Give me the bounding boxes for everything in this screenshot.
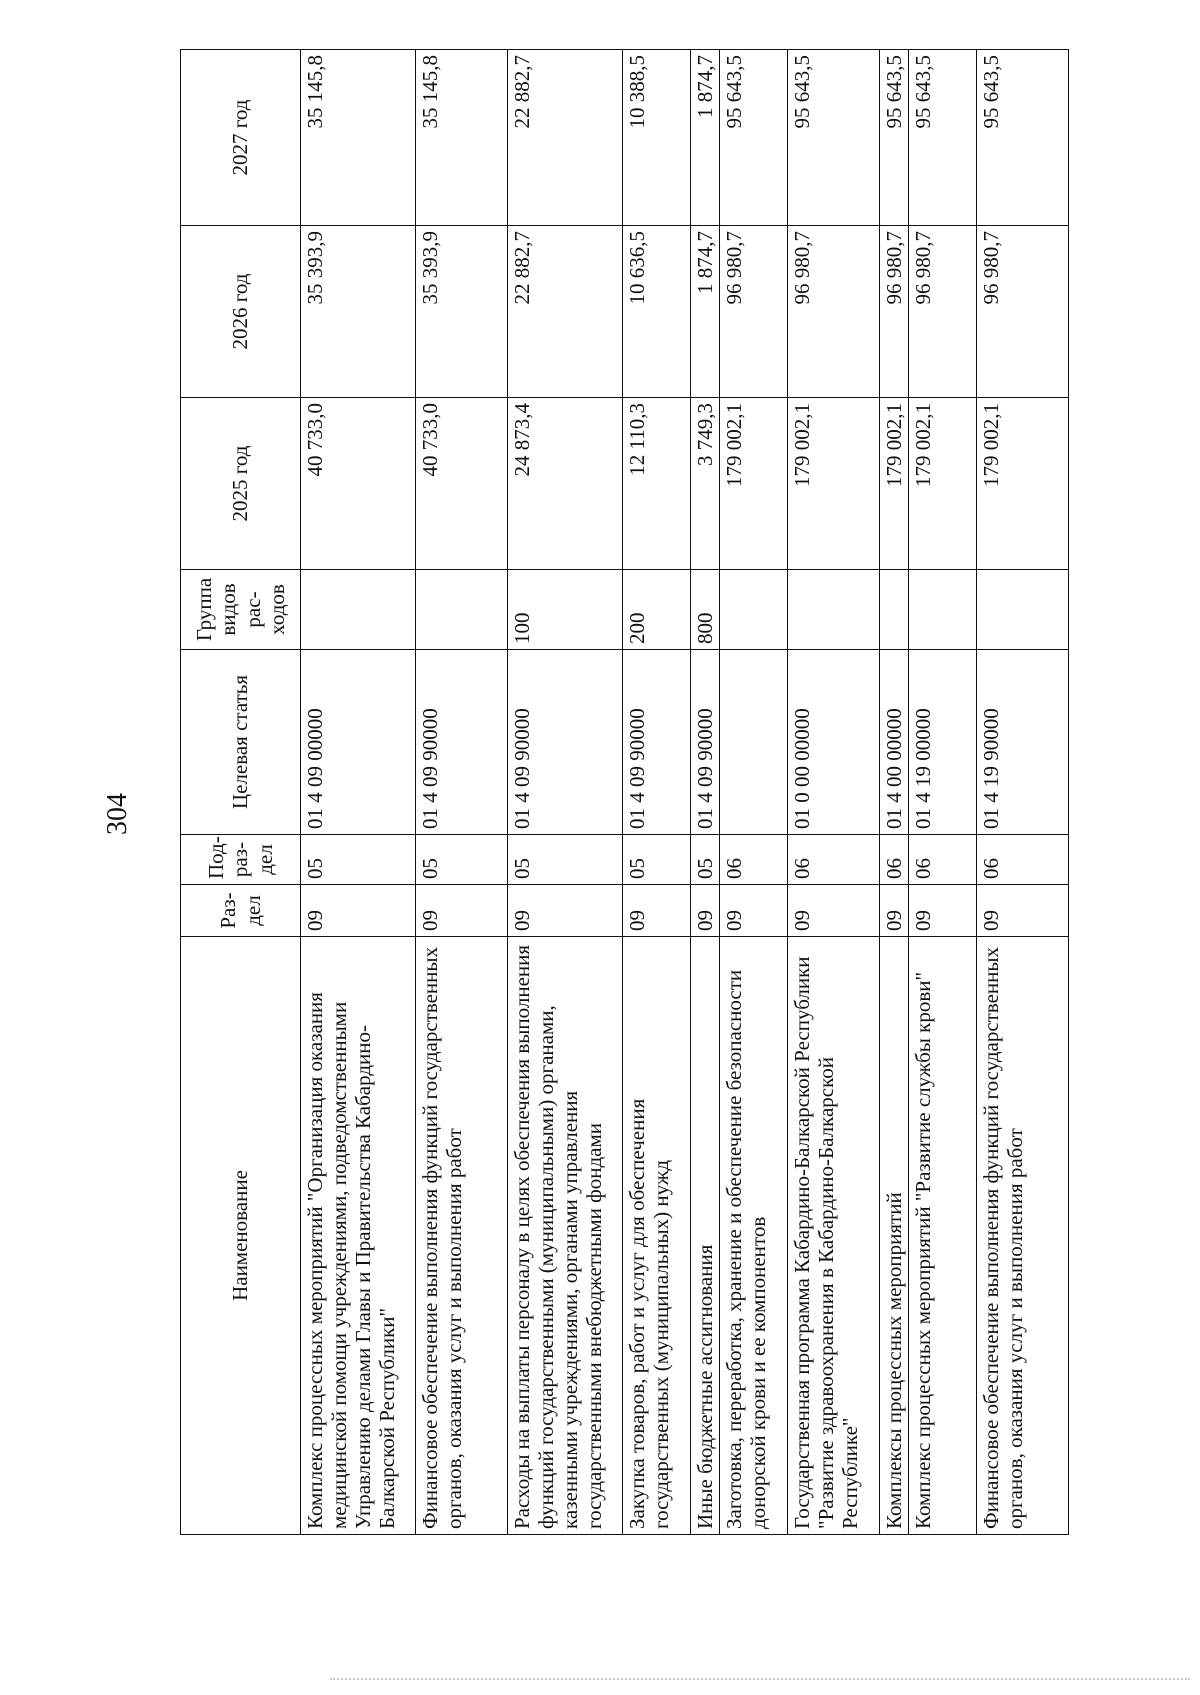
cell-y2026: 35 393,9 — [416, 226, 508, 398]
cell-name: Расходы на выплаты персоналу в целях обеспечения выполнения функций государственными (муниципальными) органами, казенными учреждениями, органами управления государственными внебюджетными фондами — [508, 937, 623, 1535]
cell-gruppa — [720, 570, 788, 650]
cell-name: Финансовое обеспечение выполнения функций государственных органов, оказания услуг и выполнения работ — [977, 937, 1069, 1535]
cell-razdel: 09 — [909, 885, 977, 937]
cell-y2027: 95 643,5 — [909, 50, 977, 226]
cell-name: Заготовка, переработка, хранение и обеспечение безопасности донорской крови и ее компонентов — [720, 937, 788, 1535]
cell-name: Государственная программа Кабардино-Балкарской Республики "Развитие здравоохранения в Кабардино-Балкарской Республике" — [788, 937, 880, 1535]
cell-gruppa — [301, 570, 416, 650]
table-row — [909, 50, 977, 1535]
cell-celevaya: 01 4 19 90000 — [977, 650, 1069, 835]
cell-razdel: 09 — [416, 885, 508, 937]
header-2025: 2025 год — [181, 398, 301, 570]
cell-y2025: 179 002,1 — [720, 398, 788, 570]
cell-razdel: 09 — [508, 885, 623, 937]
cell-y2025: 179 002,1 — [909, 398, 977, 570]
table-row — [301, 50, 416, 1535]
cell-y2025: 12 110,3 — [623, 398, 691, 570]
cell-y2027: 1 874,7 — [691, 50, 720, 226]
cell-gruppa — [880, 570, 909, 650]
budget-table-container — [180, 50, 1028, 1535]
cell-celevaya: 01 4 09 90000 — [691, 650, 720, 835]
cell-y2026: 22 882,7 — [508, 226, 623, 398]
header-celevaya-statya: Целевая статья — [181, 650, 301, 835]
cell-gruppa — [909, 570, 977, 650]
header-podrazdel: Под-раз-дел — [181, 835, 301, 885]
cell-name: Комплексы процессных мероприятий — [880, 937, 909, 1535]
table-row — [720, 50, 788, 1535]
cell-y2027: 95 643,5 — [788, 50, 880, 226]
cell-y2027: 95 643,5 — [977, 50, 1069, 226]
cell-gruppa: 800 — [691, 570, 720, 650]
cell-name: Комплекс процессных мероприятий "Организация оказания медицинской помощи учреждениями, подведомственными Управлению делами Главы и Правительства Кабардино-Балкарской Республики" — [301, 937, 416, 1535]
table-row — [416, 50, 508, 1535]
cell-celevaya: 01 0 00 00000 — [788, 650, 880, 835]
cell-y2026: 10 636,5 — [623, 226, 691, 398]
table-row — [623, 50, 691, 1535]
table-row — [508, 50, 623, 1535]
cell-razdel: 09 — [788, 885, 880, 937]
cell-y2025: 179 002,1 — [880, 398, 909, 570]
cell-celevaya: 01 4 09 90000 — [623, 650, 691, 835]
cell-y2026: 96 980,7 — [720, 226, 788, 398]
cell-y2026: 96 980,7 — [880, 226, 909, 398]
cell-gruppa — [977, 570, 1069, 650]
cell-podrazdel: 06 — [788, 835, 880, 885]
cell-celevaya: 01 4 19 00000 — [909, 650, 977, 835]
cell-y2027: 22 882,7 — [508, 50, 623, 226]
cell-name: Комплекс процессных мероприятий "Развитие службы крови" — [909, 937, 977, 1535]
header-2027: 2027 год — [181, 50, 301, 226]
table-row — [977, 50, 1069, 1535]
cell-y2026: 1 874,7 — [691, 226, 720, 398]
cell-y2027: 10 388,5 — [623, 50, 691, 226]
cell-podrazdel: 05 — [416, 835, 508, 885]
cell-y2027: 95 643,5 — [720, 50, 788, 226]
cell-celevaya: 01 4 09 90000 — [416, 650, 508, 835]
cell-razdel: 09 — [880, 885, 909, 937]
cell-celevaya: 01 4 09 90000 — [508, 650, 623, 835]
cell-podrazdel: 06 — [977, 835, 1069, 885]
cell-gruppa: 200 — [623, 570, 691, 650]
cell-y2025: 3 749,3 — [691, 398, 720, 570]
cell-podrazdel: 05 — [301, 835, 416, 885]
page-number: 304 — [102, 793, 133, 835]
cell-name: Закупка товаров, работ и услуг для обеспечения государственных (муниципальных) нужд — [623, 937, 691, 1535]
cell-celevaya: 01 4 00 00000 — [880, 650, 909, 835]
header-2026: 2026 год — [181, 226, 301, 398]
cell-podrazdel: 05 — [691, 835, 720, 885]
cell-y2025: 40 733,0 — [416, 398, 508, 570]
table-row — [880, 50, 909, 1535]
cell-celevaya — [720, 650, 788, 835]
table-header-row — [181, 50, 301, 1535]
scan-artifact-line — [330, 1678, 1190, 1683]
cell-y2025: 179 002,1 — [977, 398, 1069, 570]
cell-y2027: 95 643,5 — [880, 50, 909, 226]
table-row — [788, 50, 880, 1535]
header-name: Наименование — [181, 937, 301, 1535]
cell-podrazdel: 05 — [623, 835, 691, 885]
table-row — [691, 50, 720, 1535]
cell-razdel: 09 — [301, 885, 416, 937]
cell-name: Иные бюджетные ассигнования — [691, 937, 720, 1535]
cell-podrazdel: 06 — [909, 835, 977, 885]
cell-razdel: 09 — [977, 885, 1069, 937]
cell-y2025: 40 733,0 — [301, 398, 416, 570]
cell-y2026: 35 393,9 — [301, 226, 416, 398]
cell-y2027: 35 145,8 — [416, 50, 508, 226]
budget-table — [180, 49, 1069, 1535]
cell-y2027: 35 145,8 — [301, 50, 416, 226]
cell-y2025: 179 002,1 — [788, 398, 880, 570]
cell-y2026: 96 980,7 — [909, 226, 977, 398]
cell-gruppa: 100 — [508, 570, 623, 650]
cell-razdel: 09 — [691, 885, 720, 937]
cell-razdel: 09 — [720, 885, 788, 937]
cell-y2025: 24 873,4 — [508, 398, 623, 570]
cell-podrazdel: 06 — [720, 835, 788, 885]
cell-podrazdel: 05 — [508, 835, 623, 885]
cell-gruppa — [788, 570, 880, 650]
header-razdel: Раз-дел — [181, 885, 301, 937]
cell-podrazdel: 06 — [880, 835, 909, 885]
cell-y2026: 96 980,7 — [977, 226, 1069, 398]
header-gruppa-vidov-rashodov: Группа видов рас-ходов — [181, 570, 301, 650]
cell-name: Финансовое обеспечение выполнения функций государственных органов, оказания услуг и выполнения работ — [416, 937, 508, 1535]
cell-celevaya: 01 4 09 00000 — [301, 650, 416, 835]
cell-razdel: 09 — [623, 885, 691, 937]
cell-y2026: 96 980,7 — [788, 226, 880, 398]
cell-gruppa — [416, 570, 508, 650]
